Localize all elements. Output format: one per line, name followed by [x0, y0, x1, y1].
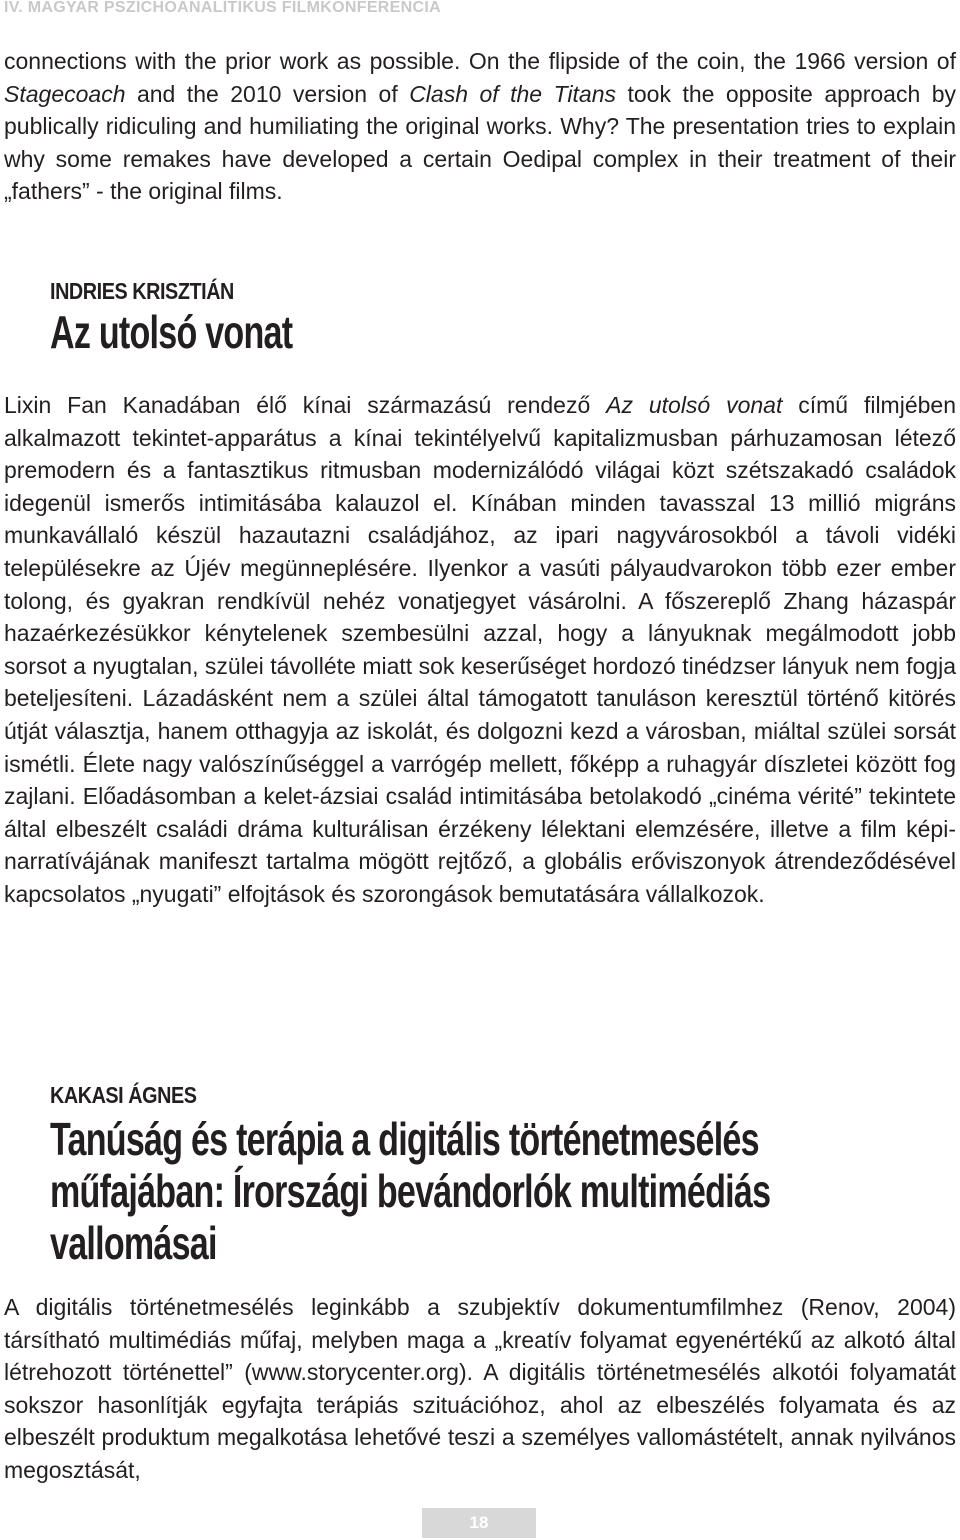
abstract-paragraph-kakasi: A digitális történetmesélés leginkább a szubjektív dokumentumfilmhez (Renov, 2004) társítható multimédiás műfaj, melyben maga a „kreatív folyamat egyenértékű az alkotó által létrehozott történettel” (www.storycenter.org). A digitális történetmesélés alkotói folyamatát sokszor hasonlítják egyfajta terápiás szituációhoz, ahol az elbeszélés folyamata és az elbeszélt produktum megalkotása lehetővé teszi a személyes vallomástételt, annak nyilvános megosztását, — [4, 1294, 956, 1483]
abstract-paragraph-indries — [4, 389, 956, 911]
intro-text-1: connections with the prior work as possible. On the flipside of the coin, the 1966 version of — [4, 48, 956, 74]
title-line-2: műfajában: Írországi bevándorlók multimédiás — [50, 1165, 771, 1217]
film-title-stagecoach: Stagecoach — [4, 80, 126, 107]
intro-paragraph — [4, 45, 956, 208]
intro-text-3: took the opposite approach by publically ridiculing and humiliating the original works. Why? The presentation tries to explain why some remakes have developed a certain Oedipal complex in their treatment of their „fathers” - the original films. — [4, 80, 956, 205]
abstract-text-2: című filmjében alkalmazott tekintet-apparátus a kínai tekintélyelvű kapitalizmusban párhuzamosan létező premodern és a fantasztikus ritmusban modernizálódó világai közt szétszakadó családok idegenül ismerős intimitásába kalauzol el. Kínában minden tavasszal 13 millió migráns munkavállaló készül hazautazni családjához, az ipari nagyvárosokból a távoli vidéki településekre az Újév megünneplésére. Ilyenkor a vasúti pályaudvarokon több ezer ember tolong, és gyakran rendkívül nehéz vonatjegyet vásárolni. A főszereplő Zhang házaspár hazaérkezésükkor kénytelenek szembesülni azzal, hogy a lányuknak megálmodott jobb sorsot a nyugtalan, szülei távolléte miatt sok keserűséget hordozó tinédzser lányuk nem fogja beteljesíteni. Lázadásként nem a szülei által támogatott tanuláson keresztül történő kitörés útját választja, hanem otthagyja az iskolát, és dolgozni kezd a városban, miáltal szülei sorsát ismétli. Élete nagy valószínűséggel a varrógép mellett, főképp a ruhagyár díszletei között fog zajlani. Előadásomban a kelet-ázsiai család intimitásába betolakodó „cinéma vérité” tekintete által elbeszélt családi dráma kulturálisan érzékeny lélektani elemzésére, illetve a film képi- narratívájának manifeszt tartalma mögött rejtőző, a globális erőviszonyok átrendeződésével kapcsolatos „nyugati” elfojtások és szorongások bemutatására vállalkozok. — [4, 392, 956, 907]
page-number: 18 — [422, 1508, 536, 1538]
section-title-tanusag-es-terapia — [50, 1113, 938, 1269]
intro-text-2: and the 2010 version of — [125, 80, 410, 107]
title-line-3: vallomásai — [50, 1217, 217, 1269]
title-line-1: Tanúság és terápia a digitális történetmesélés — [50, 1113, 759, 1165]
section-title-az-utolso-vonat: Az utolsó vonat — [50, 306, 293, 358]
author-name-indries: INDRIES KRISZTIÁN — [50, 278, 234, 304]
running-header: IV. MAGYAR PSZICHOANALITIKUS FILMKONFERENCIA — [4, 0, 441, 16]
author-name-kakasi: KAKASI ÁGNES — [50, 1082, 197, 1108]
film-title-az-utolso-vonat: Az utolsó vonat — [606, 392, 783, 418]
film-title-clash-of-the-titans: Clash of the Titans — [409, 80, 617, 107]
abstract-text-1: Lixin Fan Kanadában élő kínai származású rendező — [4, 392, 607, 418]
